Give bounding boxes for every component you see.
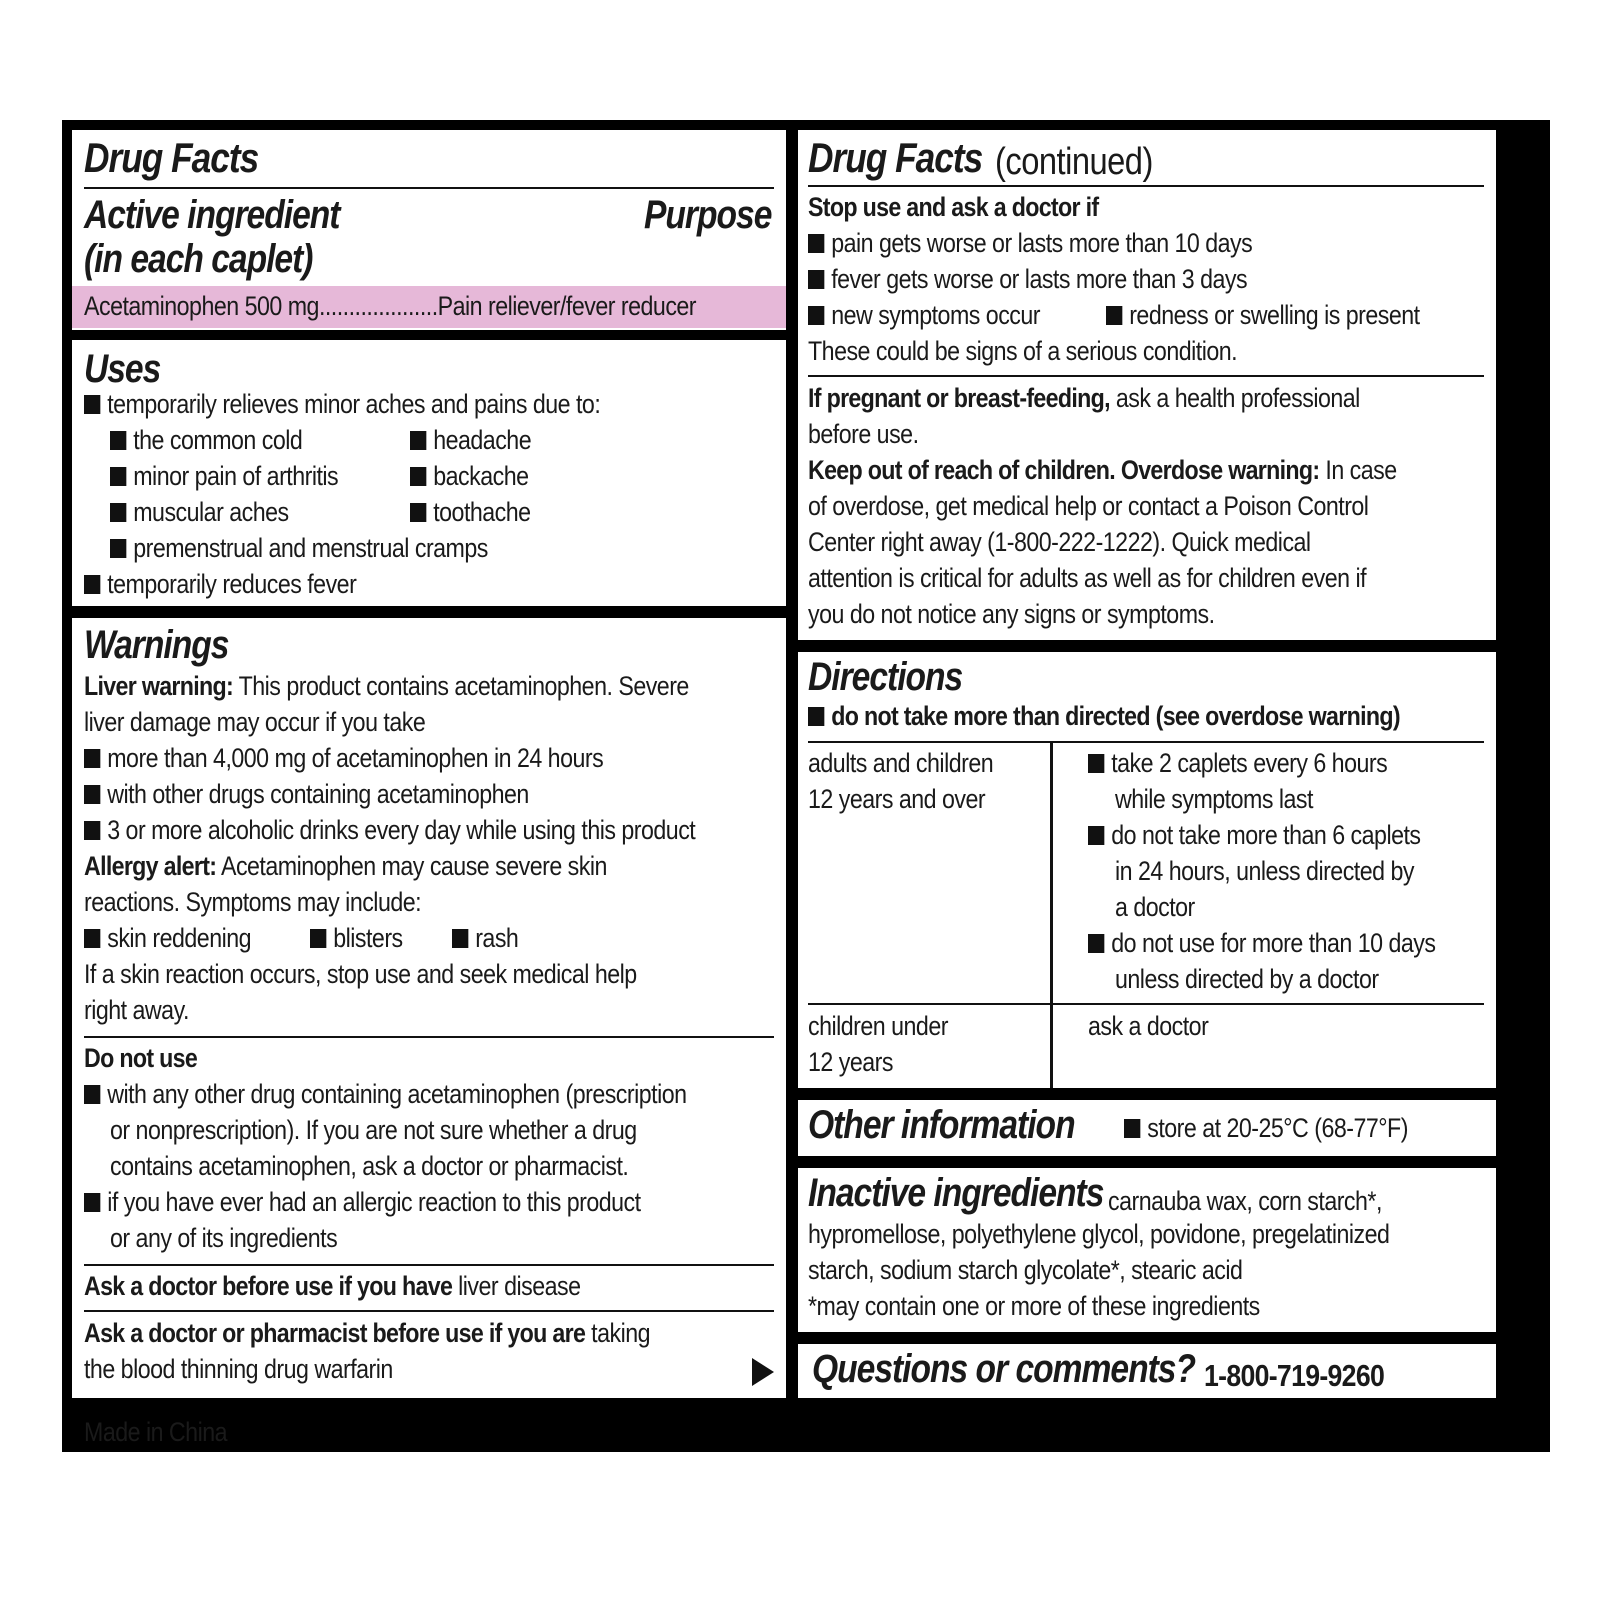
dosage-group-label: 12 years <box>808 1047 893 1077</box>
overdose-warning-cont: you do not notice any signs or symptoms. <box>808 599 1215 629</box>
dosage-item-cont: in 24 hours, unless directed by <box>1115 856 1414 886</box>
ask-doctor-line: Ask a doctor before use if you have liver disease <box>84 1271 581 1301</box>
dosage-instruction: ask a doctor <box>1088 1011 1209 1041</box>
stop-use-note: These could be signs of a serious condition. <box>808 336 1238 366</box>
divider <box>808 1003 1484 1005</box>
active-ingredient-subheading: (in each caplet) <box>84 237 313 281</box>
allergy-item: skin reddening <box>84 920 251 957</box>
stop-use-title: Stop use and ask a doctor if <box>808 192 1099 222</box>
use-item: headache <box>410 422 531 459</box>
use-item: minor pain of arthritis <box>110 458 338 495</box>
divider <box>808 741 1484 743</box>
allergy-alert: Allergy alert: Acetaminophen may cause severe skin <box>84 851 607 881</box>
square-bullet-icon <box>84 785 100 804</box>
questions-panel <box>798 1344 1496 1398</box>
dosage-item: do not take more than 6 caplets <box>1088 817 1421 854</box>
square-bullet-icon <box>84 929 100 948</box>
overdose-warning-cont: Center right away (1-800-222-1222). Quick medical <box>808 527 1311 557</box>
square-bullet-icon <box>410 503 426 522</box>
square-bullet-icon <box>84 821 100 840</box>
allergy-alert-cont: reactions. Symptoms may include: <box>84 887 422 917</box>
square-bullet-icon <box>452 929 468 948</box>
liver-item: with other drugs containing acetaminophen <box>84 776 529 813</box>
warnings-title: Warnings <box>84 623 229 667</box>
overdose-warning-cont: attention is critical for adults as well as for children even if <box>808 563 1367 593</box>
inactive-ingredients-cont: starch, sodium starch glycolate*, stearic acid <box>808 1255 1243 1285</box>
inactive-ingredients-panel <box>798 1168 1496 1332</box>
square-bullet-icon <box>808 234 824 253</box>
directions-title: Directions <box>808 655 963 699</box>
square-bullet-icon <box>808 707 824 726</box>
divider <box>808 375 1484 377</box>
liver-warning-cont: liver damage may occur if you take <box>84 707 426 737</box>
directions-warning: do not take more than directed (see overdose warning) <box>808 698 1400 735</box>
use-item: premenstrual and menstrual cramps <box>110 530 488 567</box>
inactive-ingredients-line: Inactive ingredientscarnauba wax, corn starch*, <box>808 1171 1382 1216</box>
square-bullet-icon <box>84 749 100 768</box>
active-ingredient-panel <box>72 130 786 330</box>
uses-intro: temporarily relieves minor aches and pains due to: <box>84 386 600 423</box>
pregnancy-warning: If pregnant or breast-feeding, ask a health professional <box>808 383 1360 413</box>
square-bullet-icon <box>110 467 126 486</box>
stop-use-item: redness or swelling is present <box>1106 297 1420 334</box>
square-bullet-icon <box>84 575 100 594</box>
other-information-title: Other information <box>808 1103 1075 1147</box>
drug-facts-continued-title: Drug Facts(continued) <box>808 134 1154 183</box>
divider <box>84 187 774 189</box>
square-bullet-icon <box>84 1193 100 1212</box>
dosage-group-label: children under <box>808 1011 948 1041</box>
do-not-use-item: if you have ever had an allergic reaction to this product <box>84 1184 641 1221</box>
warnings-panel <box>72 618 786 1398</box>
stop-use-panel <box>798 130 1496 640</box>
overdose-warning: Keep out of reach of children. Overdose warning: In case <box>808 455 1397 485</box>
storage-info: store at 20-25°C (68-77°F) <box>1124 1110 1408 1147</box>
dosage-item-cont: a doctor <box>1115 892 1195 922</box>
square-bullet-icon <box>110 539 126 558</box>
do-not-use-item-cont: contains acetaminophen, ask a doctor or pharmacist. <box>110 1151 629 1181</box>
made-in-text: Made in China <box>84 1417 228 1447</box>
divider <box>84 1036 774 1038</box>
use-item: backache <box>410 458 528 495</box>
liver-item: more than 4,000 mg of acetaminophen in 24 hours <box>84 740 603 777</box>
stop-use-item: new symptoms occur <box>808 297 1040 334</box>
dosage-item: take 2 caplets every 6 hours <box>1088 745 1387 782</box>
use-item: the common cold <box>110 422 302 459</box>
skin-reaction-text-cont: right away. <box>84 995 189 1025</box>
drug-facts-title: Drug Facts <box>84 134 259 181</box>
square-bullet-icon <box>1088 934 1104 953</box>
use-item: muscular aches <box>110 494 289 531</box>
questions-line: Questions or comments? 1-800-719-9260 <box>812 1347 1385 1393</box>
stop-use-item: fever gets worse or lasts more than 3 days <box>808 261 1247 298</box>
square-bullet-icon <box>808 306 824 325</box>
divider <box>84 1310 774 1312</box>
square-bullet-icon <box>110 431 126 450</box>
liver-item: 3 or more alcoholic drinks every day while using this product <box>84 812 695 849</box>
skin-reaction-text: If a skin reaction occurs, stop use and seek medical help <box>84 959 637 989</box>
active-ingredient-heading: Active ingredient <box>84 193 340 237</box>
square-bullet-icon <box>1124 1119 1140 1138</box>
square-bullet-icon <box>110 503 126 522</box>
divider <box>808 185 1484 187</box>
inactive-ingredients-note: *may contain one or more of these ingredients <box>808 1291 1260 1321</box>
use-item: toothache <box>410 494 531 531</box>
uses-panel <box>72 340 786 606</box>
square-bullet-icon <box>808 270 824 289</box>
do-not-use-item-cont: or nonprescription). If you are not sure whether a drug <box>110 1115 637 1145</box>
pregnancy-warning-cont: before use. <box>808 419 919 449</box>
ask-pharmacist-line-cont: the blood thinning drug warfarin <box>84 1354 393 1384</box>
directions-panel <box>798 652 1496 1088</box>
dosage-item: do not use for more than 10 days <box>1088 925 1435 962</box>
ask-pharmacist-line: Ask a doctor or pharmacist before use if you are taking <box>84 1318 651 1348</box>
use-fever: temporarily reduces fever <box>84 566 356 603</box>
square-bullet-icon <box>84 395 100 414</box>
purpose-heading: Purpose <box>644 193 772 237</box>
phone-number: 1-800-719-9260 <box>1203 1358 1385 1393</box>
uses-title: Uses <box>84 347 161 391</box>
stop-use-item: pain gets worse or lasts more than 10 days <box>808 225 1252 262</box>
square-bullet-icon <box>84 1085 100 1104</box>
do-not-use-title: Do not use <box>84 1043 198 1073</box>
square-bullet-icon <box>1088 754 1104 773</box>
allergy-item: rash <box>452 920 518 957</box>
liver-warning: Liver warning: This product contains acetaminophen. Severe <box>84 671 689 701</box>
other-information-panel <box>798 1100 1496 1156</box>
square-bullet-icon <box>410 431 426 450</box>
overdose-warning-cont: of overdose, get medical help or contact a Poison Control <box>808 491 1369 521</box>
triangle-right-icon <box>752 1358 774 1386</box>
ingredient-line: Acetaminophen 500 mg....................Pain reliever/fever reducer <box>84 291 697 321</box>
square-bullet-icon <box>1106 306 1122 325</box>
square-bullet-icon <box>410 467 426 486</box>
divider <box>84 1264 774 1266</box>
dosage-group-label: adults and children <box>808 748 994 778</box>
inactive-ingredients-cont: hypromellose, polyethylene glycol, povidone, pregelatinized <box>808 1219 1390 1249</box>
do-not-use-item: with any other drug containing acetaminophen (prescription <box>84 1076 687 1113</box>
do-not-use-item-cont: or any of its ingredients <box>110 1223 338 1253</box>
square-bullet-icon <box>310 929 326 948</box>
dosage-item-cont: unless directed by a doctor <box>1115 964 1379 994</box>
allergy-item: blisters <box>310 920 403 957</box>
table-column-divider <box>1050 743 1053 1088</box>
dosage-item-cont: while symptoms last <box>1115 784 1313 814</box>
dosage-group-label: 12 years and over <box>808 784 986 814</box>
square-bullet-icon <box>1088 826 1104 845</box>
